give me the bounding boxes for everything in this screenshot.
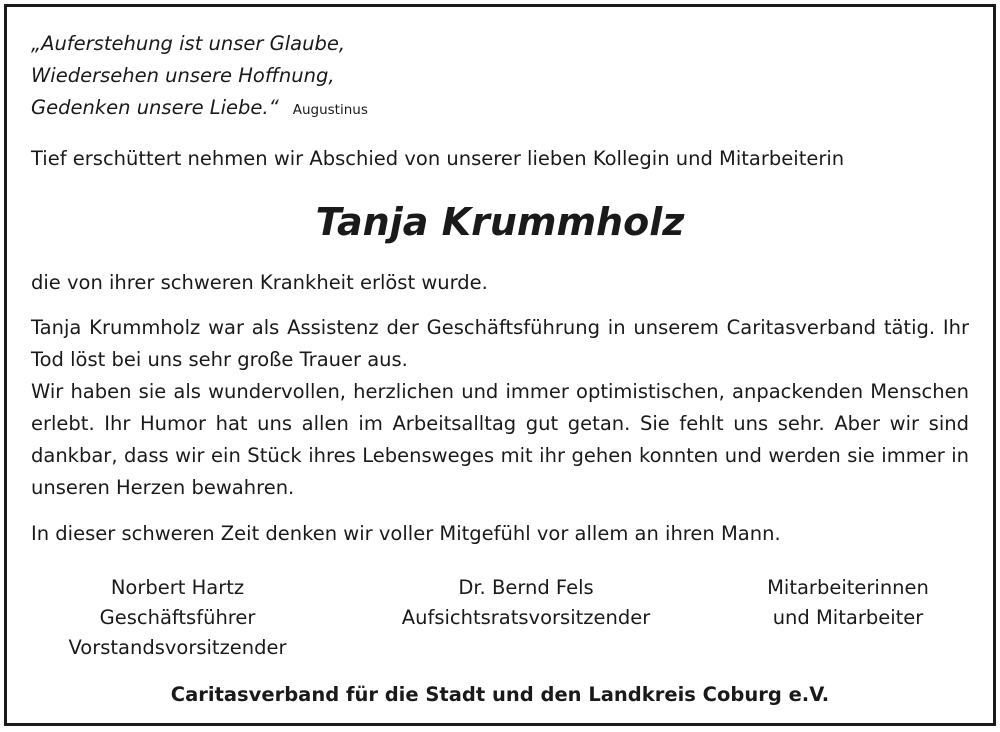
signature-name: Dr. Bernd Fels	[458, 576, 594, 599]
deceased-name: Tanja Krummholz	[315, 200, 685, 244]
signature-name: Mitarbeiterinnen	[767, 576, 929, 599]
memorial-quote	[31, 28, 368, 126]
organization-name: Caritasverband für die Stadt und den Landkreis Coburg e.V.	[170, 683, 830, 706]
quote-line: Wiedersehen unsere Hoffnung,	[31, 64, 335, 87]
quote-author: Augustinus	[292, 102, 368, 118]
quote-line-text: Gedenken unsere Liebe.“	[31, 96, 279, 119]
tribute-paragraph: Wir haben sie als wundervollen, herzlichen und immer optimistischen, anpackenden Menschen erlebt. Ihr Humor hat uns allen im Arbeitsalltag gut getan. Sie fehlt uns sehr. Aber wir sind dankbar, dass wir ein Stück ihres Lebensweges mit ihr gehen konnten und werden sie immer in unseren Herzen bewahren.	[31, 380, 969, 499]
signature-role: Vorstandsvorsitzender	[68, 636, 287, 659]
quote-line: „Auferstehung ist unser Glaube,	[31, 32, 346, 55]
tribute-paragraph: Tanja Krummholz war als Assistenz der Geschäftsführung in unserem Caritasverband tätig. Ihr Tod löst bei uns sehr große Trauer aus.	[31, 316, 969, 371]
closing-text: In dieser schweren Zeit denken wir voller Mitgefühl vor allem an ihren Mann.	[31, 522, 781, 545]
signature-role: Aufsichtsratsvorsitzender	[401, 606, 651, 629]
signature-name: und Mitarbeiter	[772, 606, 924, 629]
intro-text: Tief erschüttert nehmen wir Abschied von unserer lieben Kollegin und Mitarbeiterin	[31, 147, 845, 170]
quote-line	[31, 92, 368, 126]
tribute-text	[31, 312, 969, 504]
released-text: die von ihrer schweren Krankheit erlöst wurde.	[31, 271, 488, 294]
signature-staff	[724, 573, 972, 633]
signature-name: Norbert Hartz	[110, 576, 245, 599]
signature-board	[371, 573, 681, 633]
signature-executive	[40, 573, 315, 663]
signature-role: Geschäftsführer	[99, 606, 256, 629]
